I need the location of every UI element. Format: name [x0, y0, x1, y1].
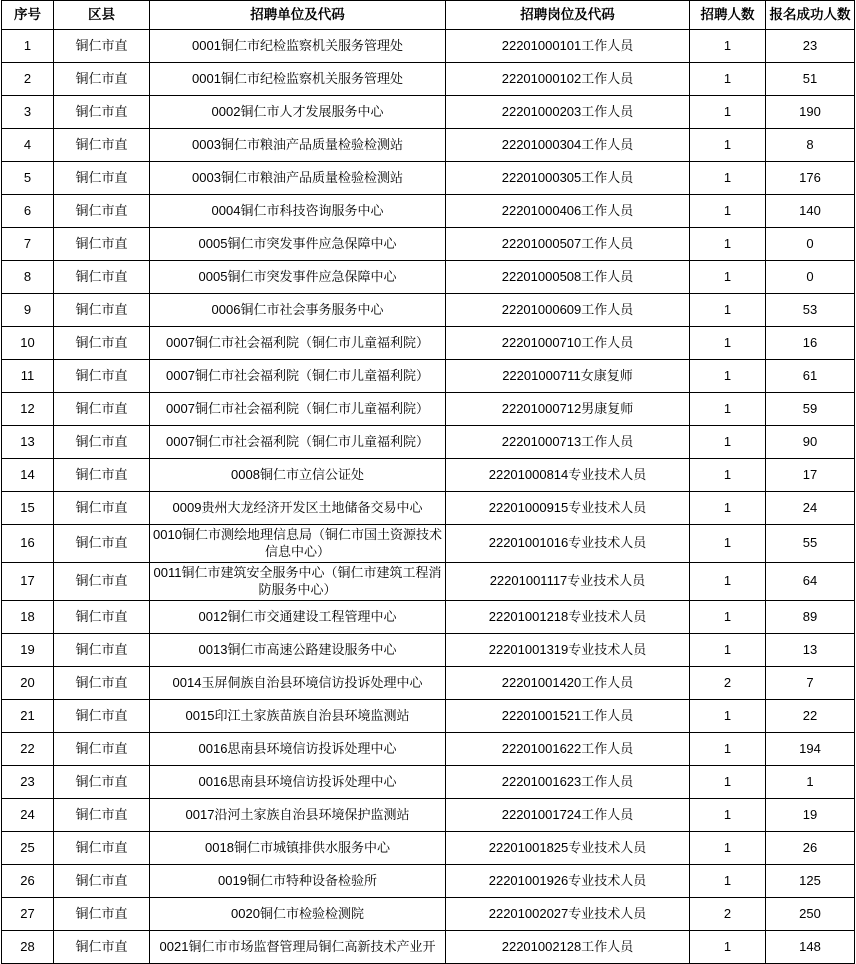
cell-district: 铜仁市直 — [54, 459, 150, 492]
cell-post: 22201001117专业技术人员 — [446, 563, 690, 601]
cell-index: 7 — [2, 228, 54, 261]
cell-need: 1 — [690, 563, 766, 601]
cell-signed: 140 — [766, 195, 855, 228]
column-header-district: 区县 — [54, 1, 150, 30]
cell-need: 1 — [690, 129, 766, 162]
cell-district: 铜仁市直 — [54, 634, 150, 667]
cell-post: 22201000203工作人员 — [446, 96, 690, 129]
cell-district: 铜仁市直 — [54, 563, 150, 601]
cell-district: 铜仁市直 — [54, 294, 150, 327]
cell-index: 1 — [2, 30, 54, 63]
cell-unit: 0003铜仁市粮油产品质量检验检测站 — [150, 129, 446, 162]
cell-signed: 125 — [766, 865, 855, 898]
column-header-post: 招聘岗位及代码 — [446, 1, 690, 30]
cell-post: 22201000814专业技术人员 — [446, 459, 690, 492]
cell-need: 1 — [690, 294, 766, 327]
cell-index: 22 — [2, 733, 54, 766]
cell-index: 6 — [2, 195, 54, 228]
column-header-signed: 报名成功人数 — [766, 1, 855, 30]
cell-index: 21 — [2, 700, 54, 733]
cell-post: 22201000713工作人员 — [446, 426, 690, 459]
cell-district: 铜仁市直 — [54, 492, 150, 525]
table-row — [2, 832, 855, 865]
cell-index: 11 — [2, 360, 54, 393]
cell-need: 1 — [690, 63, 766, 96]
cell-index: 4 — [2, 129, 54, 162]
cell-post: 22201000915专业技术人员 — [446, 492, 690, 525]
table-body — [2, 30, 855, 964]
cell-district: 铜仁市直 — [54, 931, 150, 964]
cell-district: 铜仁市直 — [54, 360, 150, 393]
cell-signed: 250 — [766, 898, 855, 931]
cell-post: 22201001724工作人员 — [446, 799, 690, 832]
table-row — [2, 426, 855, 459]
cell-post: 22201001622工作人员 — [446, 733, 690, 766]
cell-district: 铜仁市直 — [54, 63, 150, 96]
table-row — [2, 931, 855, 964]
cell-district: 铜仁市直 — [54, 733, 150, 766]
cell-unit: 0020铜仁市检验检测院 — [150, 898, 446, 931]
cell-need: 1 — [690, 261, 766, 294]
cell-unit: 0007铜仁市社会福利院（铜仁市儿童福利院） — [150, 393, 446, 426]
cell-need: 1 — [690, 228, 766, 261]
cell-post: 22201002027专业技术人员 — [446, 898, 690, 931]
cell-unit: 0016思南县环境信访投诉处理中心 — [150, 733, 446, 766]
cell-need: 1 — [690, 799, 766, 832]
cell-unit: 0007铜仁市社会福利院（铜仁市儿童福利院） — [150, 360, 446, 393]
cell-signed: 17 — [766, 459, 855, 492]
cell-post: 22201001420工作人员 — [446, 667, 690, 700]
table-row — [2, 563, 855, 601]
cell-index: 27 — [2, 898, 54, 931]
cell-index: 2 — [2, 63, 54, 96]
table-row — [2, 601, 855, 634]
cell-district: 铜仁市直 — [54, 766, 150, 799]
table-row — [2, 459, 855, 492]
cell-district: 铜仁市直 — [54, 195, 150, 228]
cell-index: 26 — [2, 865, 54, 898]
cell-post: 22201000508工作人员 — [446, 261, 690, 294]
cell-index: 25 — [2, 832, 54, 865]
column-header-index: 序号 — [2, 1, 54, 30]
cell-district: 铜仁市直 — [54, 601, 150, 634]
cell-post: 22201001623工作人员 — [446, 766, 690, 799]
cell-index: 3 — [2, 96, 54, 129]
cell-unit: 0013铜仁市高速公路建设服务中心 — [150, 634, 446, 667]
cell-need: 1 — [690, 700, 766, 733]
cell-unit: 0017沿河土家族自治县环境保护监测站 — [150, 799, 446, 832]
table-row — [2, 733, 855, 766]
cell-unit: 0001铜仁市纪检监察机关服务管理处 — [150, 63, 446, 96]
cell-signed: 148 — [766, 931, 855, 964]
cell-signed: 16 — [766, 327, 855, 360]
table-row — [2, 525, 855, 563]
cell-district: 铜仁市直 — [54, 799, 150, 832]
cell-post: 22201000102工作人员 — [446, 63, 690, 96]
cell-signed: 194 — [766, 733, 855, 766]
cell-unit: 0005铜仁市突发事件应急保障中心 — [150, 261, 446, 294]
table-row — [2, 898, 855, 931]
table-row — [2, 393, 855, 426]
cell-index: 23 — [2, 766, 54, 799]
table-row — [2, 129, 855, 162]
cell-district: 铜仁市直 — [54, 228, 150, 261]
cell-unit: 0010铜仁市测绘地理信息局（铜仁市国土资源技术信息中心） — [150, 525, 446, 563]
cell-signed: 26 — [766, 832, 855, 865]
table-header-row — [2, 1, 855, 30]
cell-unit: 0012铜仁市交通建设工程管理中心 — [150, 601, 446, 634]
table-row — [2, 799, 855, 832]
cell-district: 铜仁市直 — [54, 129, 150, 162]
cell-post: 22201000304工作人员 — [446, 129, 690, 162]
cell-unit: 0018铜仁市城镇排供水服务中心 — [150, 832, 446, 865]
cell-index: 28 — [2, 931, 54, 964]
cell-index: 12 — [2, 393, 54, 426]
cell-post: 22201000609工作人员 — [446, 294, 690, 327]
cell-post: 22201000305工作人员 — [446, 162, 690, 195]
cell-need: 1 — [690, 426, 766, 459]
cell-signed: 59 — [766, 393, 855, 426]
cell-unit: 0015印江土家族苗族自治县环境监测站 — [150, 700, 446, 733]
cell-need: 1 — [690, 832, 766, 865]
cell-unit: 0021铜仁市市场监督管理局铜仁高新技术产业开 — [150, 931, 446, 964]
cell-district: 铜仁市直 — [54, 865, 150, 898]
cell-unit: 0006铜仁市社会事务服务中心 — [150, 294, 446, 327]
cell-post: 22201001218专业技术人员 — [446, 601, 690, 634]
cell-district: 铜仁市直 — [54, 832, 150, 865]
cell-signed: 55 — [766, 525, 855, 563]
cell-signed: 23 — [766, 30, 855, 63]
cell-unit: 0014玉屏侗族自治县环境信访投诉处理中心 — [150, 667, 446, 700]
cell-post: 22201000101工作人员 — [446, 30, 690, 63]
cell-post: 22201001521工作人员 — [446, 700, 690, 733]
cell-post: 22201000712男康复师 — [446, 393, 690, 426]
cell-index: 9 — [2, 294, 54, 327]
cell-need: 1 — [690, 733, 766, 766]
table-row — [2, 634, 855, 667]
cell-unit: 0011铜仁市建筑安全服务中心（铜仁市建筑工程消防服务中心） — [150, 563, 446, 601]
cell-need: 1 — [690, 766, 766, 799]
table-row — [2, 195, 855, 228]
cell-need: 1 — [690, 195, 766, 228]
cell-need: 1 — [690, 492, 766, 525]
cell-index: 5 — [2, 162, 54, 195]
cell-unit: 0008铜仁市立信公证处 — [150, 459, 446, 492]
cell-district: 铜仁市直 — [54, 327, 150, 360]
table-row — [2, 63, 855, 96]
cell-signed: 13 — [766, 634, 855, 667]
cell-district: 铜仁市直 — [54, 525, 150, 563]
cell-district: 铜仁市直 — [54, 261, 150, 294]
cell-post: 22201000710工作人员 — [446, 327, 690, 360]
cell-index: 24 — [2, 799, 54, 832]
cell-index: 14 — [2, 459, 54, 492]
cell-index: 16 — [2, 525, 54, 563]
cell-unit: 0007铜仁市社会福利院（铜仁市儿童福利院） — [150, 327, 446, 360]
cell-unit: 0004铜仁市科技咨询服务中心 — [150, 195, 446, 228]
table-header — [2, 1, 855, 30]
cell-unit: 0002铜仁市人才发展服务中心 — [150, 96, 446, 129]
table-row — [2, 766, 855, 799]
cell-district: 铜仁市直 — [54, 700, 150, 733]
cell-district: 铜仁市直 — [54, 393, 150, 426]
table-row — [2, 30, 855, 63]
cell-index: 10 — [2, 327, 54, 360]
cell-need: 1 — [690, 634, 766, 667]
cell-unit: 0003铜仁市粮油产品质量检验检测站 — [150, 162, 446, 195]
table-row — [2, 228, 855, 261]
cell-signed: 8 — [766, 129, 855, 162]
cell-unit: 0009贵州大龙经济开发区土地储备交易中心 — [150, 492, 446, 525]
cell-post: 22201001926专业技术人员 — [446, 865, 690, 898]
column-header-need: 招聘人数 — [690, 1, 766, 30]
cell-need: 1 — [690, 360, 766, 393]
cell-post: 22201001825专业技术人员 — [446, 832, 690, 865]
cell-district: 铜仁市直 — [54, 96, 150, 129]
cell-index: 15 — [2, 492, 54, 525]
table-row — [2, 327, 855, 360]
cell-post: 22201002128工作人员 — [446, 931, 690, 964]
cell-signed: 19 — [766, 799, 855, 832]
cell-need: 2 — [690, 898, 766, 931]
cell-signed: 24 — [766, 492, 855, 525]
cell-district: 铜仁市直 — [54, 898, 150, 931]
cell-need: 1 — [690, 162, 766, 195]
cell-need: 1 — [690, 525, 766, 563]
cell-post: 22201000406工作人员 — [446, 195, 690, 228]
cell-district: 铜仁市直 — [54, 30, 150, 63]
recruitment-table — [1, 0, 855, 964]
cell-post: 22201000507工作人员 — [446, 228, 690, 261]
cell-district: 铜仁市直 — [54, 667, 150, 700]
cell-index: 8 — [2, 261, 54, 294]
cell-signed: 89 — [766, 601, 855, 634]
cell-index: 13 — [2, 426, 54, 459]
cell-district: 铜仁市直 — [54, 426, 150, 459]
cell-index: 18 — [2, 601, 54, 634]
cell-index: 20 — [2, 667, 54, 700]
cell-signed: 53 — [766, 294, 855, 327]
table-row — [2, 667, 855, 700]
cell-signed: 61 — [766, 360, 855, 393]
cell-signed: 0 — [766, 261, 855, 294]
cell-index: 19 — [2, 634, 54, 667]
cell-signed: 51 — [766, 63, 855, 96]
cell-signed: 64 — [766, 563, 855, 601]
table-row — [2, 360, 855, 393]
table-row — [2, 865, 855, 898]
cell-post: 22201000711女康复师 — [446, 360, 690, 393]
cell-unit: 0005铜仁市突发事件应急保障中心 — [150, 228, 446, 261]
cell-signed: 190 — [766, 96, 855, 129]
cell-need: 1 — [690, 601, 766, 634]
cell-need: 1 — [690, 865, 766, 898]
cell-unit: 0007铜仁市社会福利院（铜仁市儿童福利院） — [150, 426, 446, 459]
table-row — [2, 294, 855, 327]
cell-unit: 0001铜仁市纪检监察机关服务管理处 — [150, 30, 446, 63]
cell-need: 1 — [690, 327, 766, 360]
cell-post: 22201001016专业技术人员 — [446, 525, 690, 563]
cell-need: 1 — [690, 393, 766, 426]
cell-index: 17 — [2, 563, 54, 601]
cell-post: 22201001319专业技术人员 — [446, 634, 690, 667]
cell-district: 铜仁市直 — [54, 162, 150, 195]
cell-signed: 7 — [766, 667, 855, 700]
cell-unit: 0016思南县环境信访投诉处理中心 — [150, 766, 446, 799]
table-row — [2, 261, 855, 294]
cell-need: 1 — [690, 96, 766, 129]
table-row — [2, 96, 855, 129]
column-header-unit: 招聘单位及代码 — [150, 1, 446, 30]
cell-unit: 0019铜仁市特种设备检验所 — [150, 865, 446, 898]
cell-need: 1 — [690, 30, 766, 63]
table-row — [2, 700, 855, 733]
cell-need: 1 — [690, 459, 766, 492]
cell-signed: 1 — [766, 766, 855, 799]
cell-signed: 90 — [766, 426, 855, 459]
cell-signed: 22 — [766, 700, 855, 733]
cell-need: 1 — [690, 931, 766, 964]
table-row — [2, 162, 855, 195]
cell-need: 2 — [690, 667, 766, 700]
cell-signed: 0 — [766, 228, 855, 261]
table-row — [2, 492, 855, 525]
cell-signed: 176 — [766, 162, 855, 195]
